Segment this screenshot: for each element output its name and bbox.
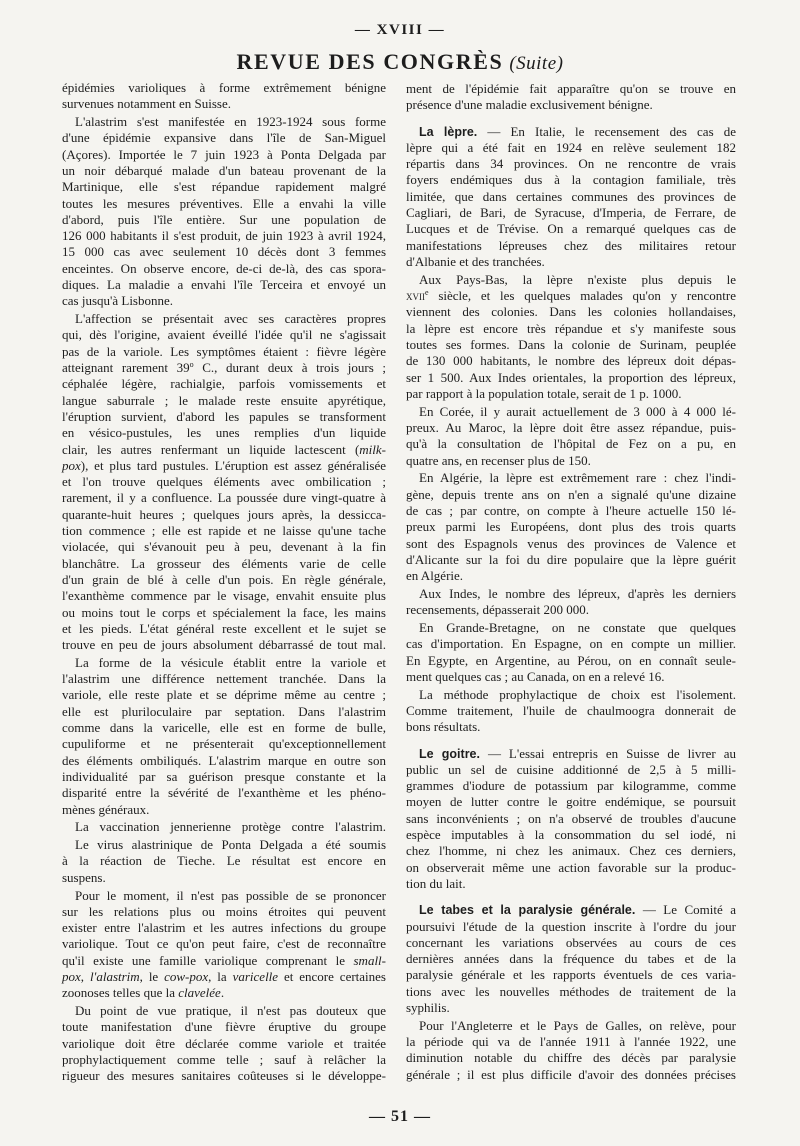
- text-line: public un sel de cuisine additionné de 2,5 à 5 milli-: [406, 761, 736, 777]
- text-line: l'éruption survient, d'abord les papules se transforment: [62, 408, 386, 424]
- text-line: foyers endémiques dus à la contagion familiale, très: [406, 172, 736, 188]
- text-line: disparité entre la sévérité de l'exanthème et les phéno-: [62, 785, 386, 801]
- paragraph: [406, 1018, 736, 1083]
- text-run: zoonoses telles que la: [62, 985, 179, 1001]
- text-line: (Açores). Importée le 7 juin 1923 à Ponta Delgada par: [62, 146, 386, 162]
- text-line: d'Albanie et des tranchées.: [406, 253, 545, 269]
- text-line: cupuliforme et ne présenterait qu'exceptionnellement: [62, 736, 386, 752]
- text-line: d'Alicante sur la foi du dire populaire que la lèpre guérit: [406, 551, 736, 567]
- text-line: quatre ans, en recenser plus de 150.: [406, 452, 591, 468]
- text-line: sont des Espagnols venus des provinces de Valence et: [406, 535, 736, 551]
- text-line: des éléments ombiliqués. L'alastrim marque en outre son: [62, 752, 386, 768]
- text-line: on observerait même une action favorable sur la produc-: [406, 859, 736, 875]
- text-line: 126 000 habitants il s'est produit, de juin 1923 à avril 1924,: [62, 228, 386, 244]
- text-line: variolique doit être déclarée comme variole et traitée: [62, 1035, 386, 1051]
- text-line: un noir débarqué malade d'un bateau provenant de la: [62, 162, 386, 178]
- text-line: Aux Pays-Bas, la lèpre n'existe plus depuis le: [419, 271, 736, 287]
- text-line: ser 1 500. Aux Indes orientales, la proportion des lépreux,: [406, 369, 736, 385]
- italic-text: pox: [62, 969, 81, 985]
- text-line: rigueur des mesures sanitaires coûteuses si le développe-: [62, 1068, 386, 1084]
- text-run: qu'il existe une famille variolique comprenant le: [62, 952, 354, 968]
- page-title-suite: (Suite): [509, 53, 564, 74]
- italic-text: varicelle: [232, 969, 279, 985]
- text-run: — L'essai entrepris en Suisse de livrer au: [479, 745, 736, 761]
- paragraph: [62, 114, 386, 310]
- section-paragraph: [406, 902, 736, 1016]
- text-line: langue saburrale ; le malade reste ensuite apyrétique,: [62, 392, 386, 408]
- section-paragraph: [406, 746, 736, 893]
- section-paragraph: [406, 124, 736, 271]
- text-line: [406, 124, 736, 140]
- text-line: d'un grain de blé à celle d'un pois. En règle générale,: [62, 571, 386, 587]
- page-number: — 51 —: [369, 1108, 431, 1125]
- text-line: preux parmi les Européens, dont plus des trois quarts: [406, 519, 736, 535]
- text-line: l'alastrim une différence nettement tranchée. Dans la: [62, 671, 386, 687]
- italic-text: cow-pox: [164, 969, 209, 985]
- text-line: rarement, il y a confluence. La poussée dure vingt-quatre à: [62, 490, 386, 506]
- text-run: — Le Comité a: [635, 902, 736, 918]
- text-run: siècle, et les quelques malades qu'on y rencontre: [428, 288, 736, 304]
- text-line: [406, 902, 736, 918]
- text-line: sur les relations plus ou moins étroites qui peuvent: [62, 903, 386, 919]
- paragraph: [406, 586, 736, 619]
- text-line: d'abord, puis l'île entière. Sur une population de: [62, 211, 386, 227]
- superscript: o: [189, 360, 194, 370]
- text-line: diques. La maladie a envahi l'île Terceira et envoyé un: [62, 277, 386, 293]
- paragraph: [62, 80, 386, 113]
- text-line: recensements, dépasserait 200 000.: [406, 602, 590, 618]
- section-heading: Le goitre.: [419, 746, 480, 761]
- text-line: sans inconvénients ; on n'a observé de troubles d'aucune: [406, 810, 736, 826]
- text-line: dernières années dans la fréquence du tabes et de la: [406, 951, 736, 967]
- text-run: — En Italie, le recensement des cas de: [477, 123, 736, 139]
- paragraph: [406, 620, 736, 685]
- text-line: [62, 442, 386, 458]
- text-line: la lèpre est encore très répandue et s'y manifeste sous: [406, 320, 736, 336]
- text-run: ), et plus tard pustules. L'éruption est assez généralisée: [80, 457, 386, 473]
- text-line: qu'à la consultation de l'hôpital de Fez on a pu, en: [406, 436, 736, 452]
- text-line: violacée, qui s'évanouit peu à peu, devenant à la fin: [62, 539, 386, 555]
- text-line: de 130 000 habitants, le nombre des lépreux doit dépas-: [406, 353, 736, 369]
- text-line: [406, 746, 736, 762]
- text-line: limitée, que dans certaines communes des provinces de: [406, 188, 736, 204]
- text-line: Lucques et de Trévise. On a remarqué quelques cas de: [406, 221, 736, 237]
- text-line: survenues notamment en Suisse.: [62, 96, 231, 112]
- text-run: , le: [139, 969, 165, 985]
- text-line: Martinique, elle s'est répandue rapidement malgré: [62, 179, 386, 195]
- text-line: tion commence ; elle est rapide et ne laisse qu'une tache: [62, 523, 386, 539]
- text-line: poursuivi l'étude de la question inscrite à l'ordre du jour: [406, 918, 736, 934]
- italic-text: clavelée: [178, 985, 221, 1001]
- text-line: la période qui va de l'année 1911 à l'année 1922, une: [406, 1034, 736, 1050]
- text-line: 15 000 cas avec seulement 10 décès dont 3 femmes: [62, 244, 386, 260]
- text-run: clair, les autres renfermant un liquide lactescent (: [62, 441, 360, 457]
- text-line: à la réaction de Tieche. Le résultat est encore en: [62, 853, 386, 869]
- text-line: l'exanthème commence par le visage, envahit ensuite plus: [62, 588, 386, 604]
- text-line: La vaccination jennerienne protège contre l'alastrim.: [75, 819, 386, 835]
- text-line: quarante-huit heures ; quelques jours après, la dessicca-: [62, 506, 386, 522]
- text-line: [62, 969, 386, 985]
- text-line: de cas ; par contre, on compte à l'heure actuelle 150 lé-: [406, 502, 736, 518]
- text-line: tion du lait.: [406, 875, 466, 891]
- text-line: variole, elle reste plate et se déprime même au centre ;: [62, 687, 386, 703]
- paragraph: [62, 311, 386, 653]
- text-line: gène, depuis trente ans on n'en a signalé qu'une dizaine: [406, 486, 736, 502]
- text-line: en Algérie.: [406, 568, 464, 584]
- text-line: blanchâtre. La grosseur des éléments varie de celle: [62, 555, 386, 571]
- text-line: pas de la variole. Les symptômes étaient : fièvre légère: [62, 343, 386, 359]
- paragraph: [406, 404, 736, 469]
- text-run: atteignant rarement 39: [62, 360, 190, 376]
- text-line: cas jusqu'à Lisbonne.: [62, 293, 174, 309]
- text-line: individualité par sa guérison presque constante et la: [62, 768, 386, 784]
- text-line: paralysie générale et les rapports éventuels de ces varia-: [406, 967, 736, 983]
- text-line: [62, 360, 386, 376]
- text-line: L'alastrim s'est manifestée en 1923-1924 sous forme: [75, 114, 386, 130]
- text-line: manifestations lépreuses chez des militaires retour: [406, 237, 736, 253]
- text-line: bons résultats.: [406, 719, 481, 735]
- paragraph: [406, 687, 736, 736]
- small-caps-text: xvii: [406, 288, 425, 304]
- text-line: [62, 953, 386, 969]
- text-run: .: [220, 985, 225, 1001]
- text-line: viennent des colonies. Dans les colonies hollandaises,: [406, 304, 736, 320]
- text-line: ou moins tout le corps et spécialement la face, les mains: [62, 604, 386, 620]
- text-line: présence d'une maladie exclusivement bénigne.: [406, 97, 653, 113]
- text-line: ment de l'épidémie fait apparaître qu'on se trouve en: [406, 81, 736, 96]
- text-line: lèpre qui a été fait en 1924 en relève seulement 182: [406, 139, 736, 155]
- text-line: et l'on trouve quelques éléments avec ombilication ;: [62, 474, 386, 490]
- text-line: en vésico-pustules, les unes remplies d'un liquide: [62, 425, 386, 441]
- text-line: céphalée légère, rachialgie, parfois vomissements et: [62, 376, 386, 392]
- text-line: tions avec les nouvelles méthodes de traitement de la: [406, 983, 736, 999]
- text-line: [62, 985, 386, 1001]
- text-line: En Corée, il y aurait actuellement de 3 000 à 4 000 lé-: [419, 403, 736, 419]
- text-line: syphilis.: [406, 1000, 450, 1016]
- paragraph: [406, 470, 736, 584]
- right-column: [406, 81, 736, 1083]
- text-line: toutes les mesures préventives. Elle a envahi la ville: [62, 195, 386, 211]
- text-line: diminution notable du chiffre des décès par paralysie: [406, 1050, 736, 1066]
- paragraph: [406, 272, 736, 402]
- text-run: , la: [208, 969, 233, 985]
- paragraph: [62, 837, 386, 886]
- text-line: [406, 288, 736, 304]
- text-line: Du point de vue pratique, il n'est pas douteux que: [75, 1003, 386, 1019]
- text-line: concernant les variations observées au cours de ces: [406, 934, 736, 950]
- text-line: Cagliari, de Bari, de Syracuse, d'Imperia, de Ferrare, de: [406, 205, 736, 221]
- text-line: chez l'homme, ni chez les animaux. Chez ces derniers,: [406, 843, 736, 859]
- italic-text: pox: [62, 457, 81, 473]
- text-line: toute manifestation d'une fièvre éruptive du groupe: [62, 1019, 386, 1035]
- paragraph: [62, 1003, 386, 1084]
- left-column: [62, 80, 386, 1085]
- text-line: Aux Indes, le nombre des lépreux, d'après les derniers: [419, 585, 736, 601]
- text-line: et les pieds. L'état général reste excellent et le sujet se: [62, 620, 386, 636]
- text-line: En Grande-Bretagne, on ne constate que quelques: [419, 620, 736, 635]
- text-line: elle est pluriloculaire par septation. Dans l'alastrim: [62, 703, 386, 719]
- section-heading: La lèpre.: [419, 124, 478, 139]
- paragraph: [62, 819, 386, 835]
- italic-text: l'alastrim: [89, 969, 140, 985]
- text-line: espèce imputables à la consommation du sel iodé, ni: [406, 827, 736, 843]
- text-line: mènes généraux.: [62, 801, 150, 817]
- text-line: moyen de lutter contre le goitre endémique, se poursuit: [406, 794, 736, 810]
- text-line: qui, dès l'origine, avaient éveillé l'idée qu'il ne s'agissait: [62, 327, 386, 343]
- text-line: La méthode prophylactique de choix est l'isolement.: [419, 686, 736, 702]
- page-title-main: REVUE DES CONGRÈS: [236, 49, 504, 74]
- text-line: comme dans la varicelle, elle est en forme de bulle,: [62, 720, 386, 736]
- paragraph: [62, 655, 386, 818]
- text-line: ment quelques cas ; au Canada, on en a relevé 16.: [406, 668, 665, 684]
- text-line: par rapport à la population totale, serait de 1 p. 1000.: [406, 385, 682, 401]
- text-line: Le virus alastrinique de Ponta Delgada a été soumis: [75, 837, 386, 853]
- text-line: trouve en peu de jours absolument débarrassé de tout mal.: [62, 637, 386, 653]
- text-line: exister entre l'alastrim et les autres infections du groupe: [62, 920, 386, 936]
- text-line: grammes d'iodure de potassium par kilogramme, comme: [406, 778, 736, 794]
- text-line: toutes ses formes. Dans la colonie de Surinam, peuplée: [406, 336, 736, 352]
- text-line: L'affection se présentait avec ses caractères propres: [75, 311, 386, 327]
- page-title: [0, 48, 800, 79]
- italic-text: small-: [353, 952, 386, 968]
- text-run: et encore certaines: [278, 969, 386, 985]
- text-line: La forme de la vésicule établit entre la variole et: [75, 654, 386, 670]
- italic-text: milk-: [359, 441, 386, 457]
- text-line: Pour le moment, il n'est pas possible de se prononcer: [75, 887, 386, 903]
- text-line: Pour l'Angleterre et le Pays de Galles, on relève, pour: [419, 1017, 736, 1033]
- text-line: prophylactiquement comme telle ; sauf à relâcher la: [62, 1052, 386, 1068]
- text-line: preux. Au Maroc, la lèpre doit être assez répandue, puis-: [406, 419, 736, 435]
- superscript: e: [425, 288, 429, 298]
- text-line: [62, 458, 386, 474]
- text-line: Comme traitement, l'huile de chaulmoogra donnerait de: [406, 702, 736, 718]
- text-line: épidémies varioliques à forme extrêmement bénigne: [62, 80, 386, 95]
- text-line: variolique. Tout ce qu'on peut faire, c'est de reconnaître: [62, 936, 386, 952]
- text-line: En Egypte, en Argentine, au Pérou, on en connaît seule-: [406, 652, 736, 668]
- text-line: générale ; il est plus difficile d'avoir des données précises: [406, 1066, 736, 1082]
- paragraph: [406, 81, 736, 114]
- paragraph: [62, 888, 386, 1002]
- text-line: En Algérie, la lèpre est extrêmement rare : chez l'indi-: [419, 470, 736, 486]
- text-line: suspens.: [62, 869, 106, 885]
- text-run: ,: [80, 969, 90, 985]
- text-line: cas d'importation. En Espagne, on en compte un millier.: [406, 636, 736, 652]
- running-head: — XVIII —: [354, 22, 446, 38]
- text-line: d'une épidémie expansive dans l'île de San-Miguel: [62, 130, 386, 146]
- section-heading: Le tabes et la paralysie générale.: [419, 903, 636, 918]
- text-line: enceintes. On observe encore, de-ci de-là, des cas spora-: [62, 260, 386, 276]
- text-line: répartis dans 34 provinces. On ne rencontre de vrais: [406, 156, 736, 172]
- text-run: C., durant deux à trois jours ;: [193, 360, 386, 376]
